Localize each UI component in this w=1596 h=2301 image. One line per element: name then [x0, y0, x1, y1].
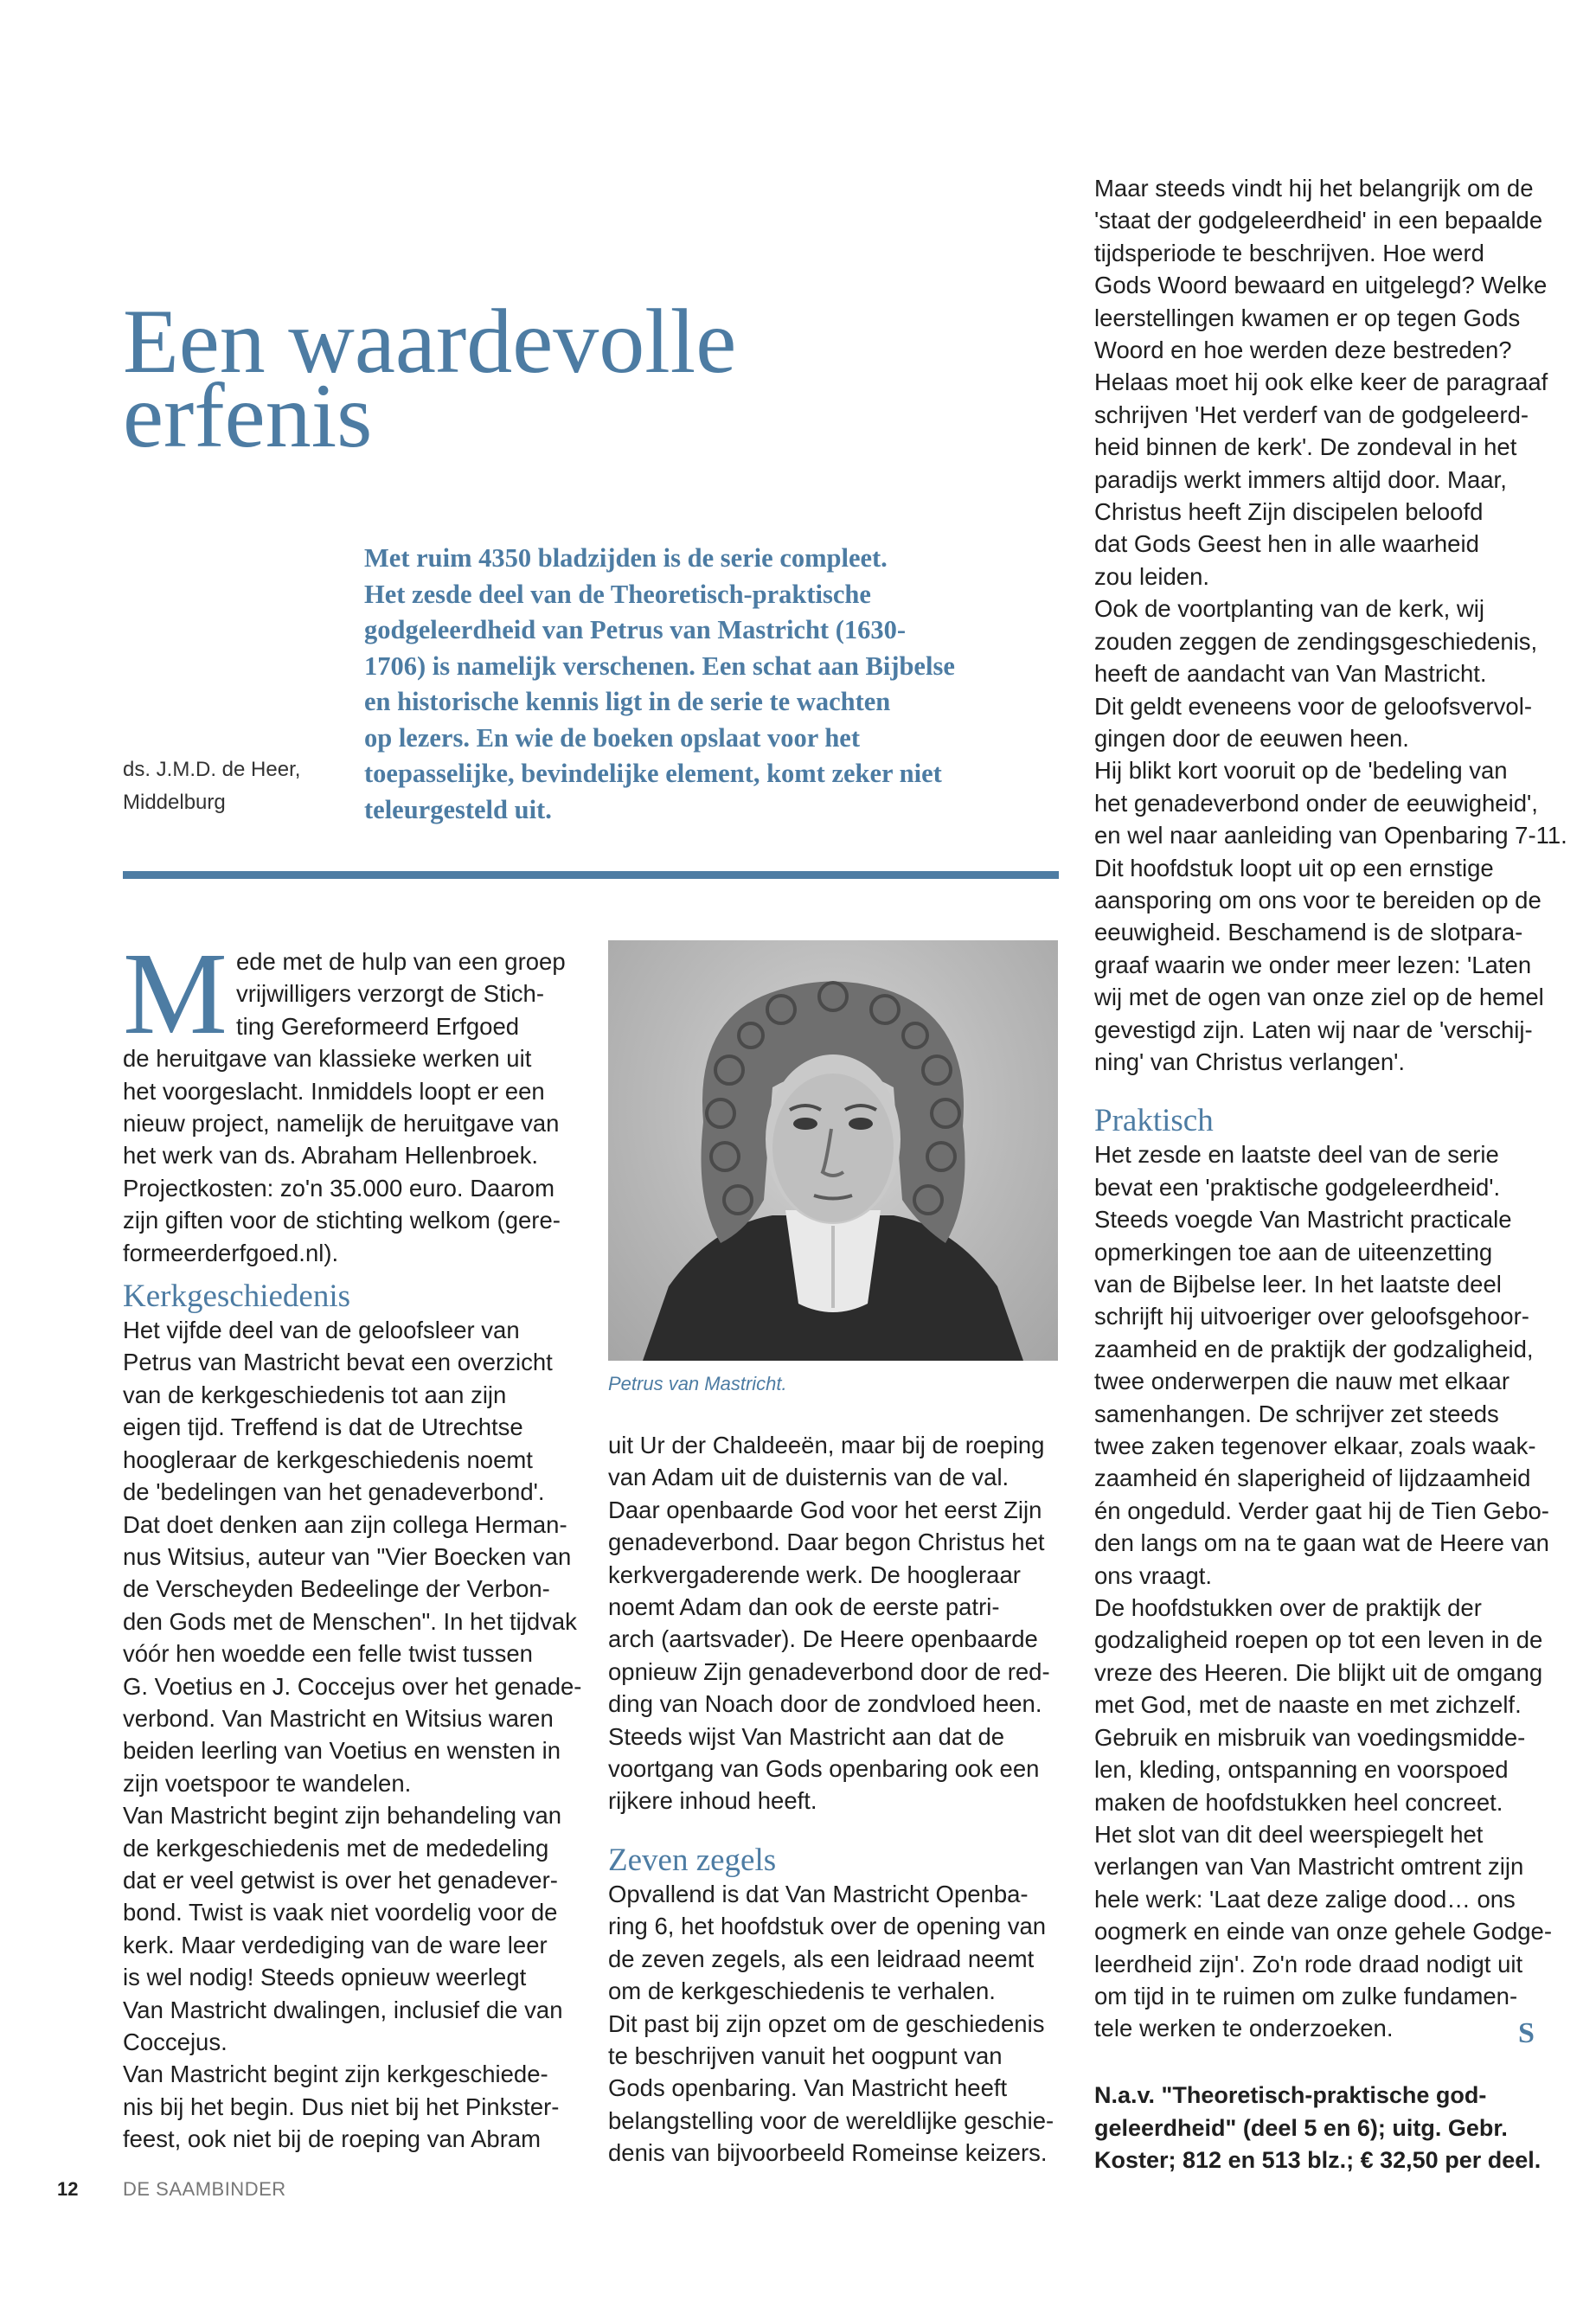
text-line: graaf waarin we onder meer lezen: 'Laten — [1094, 951, 1532, 978]
text-line: van Adam uit de duisternis van de val. — [608, 1464, 1010, 1491]
text-line: de Verscheyden Bedeelinge der Verbon- — [123, 1575, 550, 1603]
text-line: beiden leerling van Voetius en wensten in — [123, 1737, 561, 1765]
text-line: Opvallend is dat Van Mastricht Openba- — [608, 1880, 1029, 1907]
text-line: de zeven zegels, als een leidraad neemt — [608, 1945, 1035, 1972]
paragraph — [608, 2008, 1058, 2170]
text-line: Woord en hoe werden deze bestreden? — [1094, 336, 1512, 364]
author-byline — [123, 753, 330, 819]
text-line: zijn giften voor de stichting welkom (gere- — [123, 1207, 561, 1234]
text-line: den langs om na te gaan wat de Heere van — [1094, 1529, 1549, 1557]
text-line: vreze des Heeren. Die blijkt uit de omgang — [1094, 1658, 1543, 1686]
text-line: Daar openbaarde God voor het eerst Zijn — [608, 1496, 1042, 1523]
paragraph — [1094, 690, 1561, 755]
text-line: het werk van ds. Abraham Hellenbroek. — [123, 1142, 538, 1170]
paragraph — [123, 1314, 582, 1799]
text-line: dat Gods Geest hen in alle waarheid — [1094, 530, 1479, 558]
text-line: Dit geldt eveneens voor de geloofsvervol- — [1094, 692, 1532, 720]
subheading-kerkgeschiedenis: Kerkgeschiedenis — [123, 1279, 351, 1315]
text-line: gevestigd zijn. Laten wij naar de 'verschij- — [1094, 1016, 1533, 1043]
text-line: ting Gereformeerd Erfgoed — [235, 1012, 520, 1040]
text-line: zaamheid én slaperigheid of lijdzaamheid — [1094, 1465, 1531, 1492]
text-line: belangstelling voor de wereldlijke geschie- — [608, 2106, 1054, 2134]
photo-caption: Petrus van Mastricht. — [608, 1373, 787, 1394]
text-line: genadeverbond. Daar begon Christus het — [608, 1529, 1045, 1556]
text-line: zouden zeggen de zendingsgeschiedenis, — [1094, 627, 1538, 655]
text-line: De hoofdstukken over de praktijk der — [1094, 1594, 1482, 1622]
intro-paragraph — [123, 929, 573, 1269]
text-line: is wel nodig! Steeds opnieuw weerlegt — [123, 1964, 527, 1991]
text-line: tijdsperiode te beschrijven. Hoe werd — [1094, 239, 1484, 266]
text-line: ede met de hulp van een groep — [235, 948, 566, 975]
text-line: tele werken te onderzoeken. — [1094, 2015, 1394, 2042]
title-line-1: Een waardevolle — [123, 291, 737, 392]
text-line: Coccejus. — [123, 2029, 228, 2055]
text-line: twee onderwerpen die nauw met elkaar — [1094, 1368, 1510, 1395]
magazine-name: DE SAAMBINDER — [123, 2178, 286, 2200]
text-line: eeuwigheid. Beschamend is de slotpara- — [1094, 919, 1523, 946]
text-line: heeft de aandacht van Van Mastricht. — [1094, 660, 1487, 688]
text-line: Van Mastricht begint zijn behandeling van — [123, 1802, 562, 1830]
paragraph — [608, 1429, 1058, 1817]
text-line: Steeds wijst Van Mastricht aan dat de — [608, 1722, 1005, 1750]
page-number: 12 — [57, 2178, 79, 2200]
portrait-engraving-icon — [608, 940, 1058, 1361]
text-line: ning' van Christus verlangen'. — [1094, 1048, 1406, 1075]
text-line: kerkvergaderende werk. De hoogleraar — [608, 1561, 1021, 1588]
reference-line: N.a.v. "Theoretisch-praktische god- — [1094, 2082, 1487, 2108]
text-line: de kerkgeschiedenis met de mededeling — [123, 1834, 549, 1862]
text-line: Dit past bij zijn opzet om de geschiedenis — [608, 2009, 1045, 2037]
lead-line: teleurgesteld uit. — [364, 794, 552, 824]
author-name: ds. J.M.D. de Heer, — [123, 758, 301, 781]
subheading-praktisch: Praktisch — [1094, 1103, 1214, 1139]
lead-line: toepasselijke, bevindelijke element, komt zeker niet — [364, 759, 942, 788]
paragraph — [1094, 754, 1567, 1078]
paragraph — [1094, 1138, 1561, 1592]
paragraph — [1094, 172, 1561, 593]
text-line: denis van bijvoorbeeld Romeinse keizers. — [608, 2139, 1048, 2167]
text-line: Dat doet denken aan zijn collega Herman- — [123, 1510, 567, 1538]
text-line: heid binnen de kerk'. De zondeval in het — [1094, 433, 1517, 461]
lead-line: Met ruim 4350 bladzijden is de serie compleet. — [364, 543, 888, 573]
lead-line: godgeleerdheid van Petrus van Mastricht (1630- — [364, 615, 907, 644]
text-line: vóór hen woedde een felle twist tussen — [123, 1640, 533, 1668]
book-reference — [1094, 2080, 1579, 2177]
text-line: G. Voetius en J. Coccejus over het genade- — [123, 1672, 582, 1700]
text-line: nieuw project, namelijk de heruitgave van — [123, 1110, 560, 1138]
text-line: gingen door de eeuwen heen. — [1094, 724, 1409, 752]
text-line: Helaas moet hij ook elke keer de paragraaf — [1094, 369, 1548, 396]
portrait-photo — [608, 940, 1058, 1361]
column-3 — [1094, 172, 1567, 2045]
text-line: Gods openbaring. Van Mastricht heeft — [608, 2074, 1008, 2102]
text-line: opmerkingen toe aan de uiteenzetting — [1094, 1238, 1493, 1266]
reference-line: geleerdheid" (deel 5 en 6); uitg. Gebr. — [1094, 2114, 1508, 2141]
text-line: en wel naar aanleiding van Openbaring 7-11. — [1094, 822, 1567, 849]
text-line: Dit hoofdstuk loopt uit op een ernstige — [1094, 854, 1494, 881]
text-line: aansporing om ons voor te bereiden op de — [1094, 886, 1542, 913]
text-line: verlangen van Van Mastricht omtrent zijn — [1094, 1853, 1524, 1881]
text-line: van de Bijbelse leer. In het laatste deel — [1094, 1271, 1502, 1298]
text-line: oogmerk en einde van onze gehele Godge- — [1094, 1918, 1552, 1945]
text-line: van de kerkgeschiedenis tot aan zijn — [123, 1381, 507, 1408]
text-line: Ook de voortplanting van de kerk, wij — [1094, 595, 1484, 623]
lead-line: op lezers. En wie de boeken opslaat voor het — [364, 722, 860, 753]
text-line: vrijwilligers verzorgt de Stich- — [235, 980, 545, 1008]
text-line: hoogleraar de kerkgeschiedenis noemt — [123, 1445, 533, 1473]
text-line: rijkere inhoud heeft. — [608, 1787, 817, 1815]
text-line: opnieuw Zijn genadeverbond door de red- — [608, 1657, 1050, 1685]
text-line: 'staat der godgeleerdheid' in een bepaalde — [1094, 207, 1543, 234]
text-line: ons vraagt. — [1094, 1561, 1213, 1589]
text-line: len, kleding, ontspanning en voorspoed — [1094, 1756, 1509, 1784]
reference-line: Koster; 812 en 513 blz.; € 32,50 per deel. — [1094, 2147, 1542, 2173]
text-line: hele werk: 'Laat deze zalige dood… ons — [1094, 1885, 1516, 1913]
paragraph — [123, 1799, 573, 2058]
text-line: nus Witsius, auteur van "Vier Boecken van — [123, 1542, 572, 1570]
lead-line: en historische kennis ligt in de serie te wachten — [364, 687, 891, 716]
text-line: formeerderfgoed.nl). — [123, 1239, 339, 1266]
text-line: Maar steeds vindt hij het belangrijk om de — [1094, 175, 1534, 202]
text-line: Het zesde en laatste deel van de serie — [1094, 1141, 1499, 1169]
text-line: Het vijfde deel van de geloofsleer van — [123, 1317, 520, 1344]
paragraph — [123, 2058, 573, 2155]
text-line: Gebruik en misbruik van voedingsmidde- — [1094, 1723, 1526, 1751]
text-line: maken de hoofdstukken heel concreet. — [1094, 1788, 1503, 1816]
text-line: zou leiden. — [1094, 562, 1210, 590]
text-line: bond. Twist is vaak niet voordelig voor de — [123, 1899, 558, 1926]
text-line: Van Mastricht dwalingen, inclusief die van — [123, 1996, 563, 2023]
text-line: ding van Noach door de zondvloed heen. — [608, 1690, 1042, 1718]
text-line: én ongeduld. Verder gaat hij de Tien Gebo- — [1094, 1497, 1549, 1524]
text-line: het genadeverbond onder de eeuwigheid', — [1094, 789, 1538, 817]
text-line: Gods Woord bewaard en uitgelegd? Welke — [1094, 272, 1548, 299]
column-2 — [608, 1429, 1058, 2170]
text-line: ring 6, het hoofdstuk over de opening van — [608, 1913, 1047, 1940]
text-line: zijn voetspoor te wandelen. — [123, 1769, 412, 1797]
text-line: Het slot van dit deel weerspiegelt het — [1094, 1820, 1484, 1848]
text-line: Steeds voegde Van Mastricht practicale — [1094, 1206, 1512, 1234]
text-line: schrijven 'Het verderf van de godgeleerd- — [1094, 401, 1529, 428]
text-line: uit Ur der Chaldeeën, maar bij de roeping — [608, 1432, 1045, 1458]
drop-cap: M — [123, 929, 228, 1059]
paragraph — [608, 1878, 1058, 2008]
text-line: Hij blikt kort vooruit op de 'bedeling van — [1094, 757, 1508, 785]
text-line: het voorgeslacht. Inmiddels loopt er een — [123, 1077, 545, 1105]
text-line: arch (aartsvader). De Heere openbaarde — [608, 1625, 1038, 1653]
column-1 — [123, 929, 582, 2156]
text-line: verbond. Van Mastricht en Witsius waren — [123, 1704, 554, 1732]
text-line: twee zaken tegenover elkaar, zoals waak- — [1094, 1433, 1536, 1460]
title-line-2: erfenis — [123, 365, 373, 466]
text-line: kerk. Maar verdediging van de ware leer — [123, 1931, 548, 1958]
text-line: om de kerkgeschiedenis te verhalen. — [608, 1977, 996, 2005]
author-location: Middelburg — [123, 791, 226, 814]
text-line: Christus heeft Zijn discipelen beloofd — [1094, 498, 1484, 526]
text-line: den Gods met de Menschen". In het tijdvak — [123, 1607, 577, 1635]
paragraph — [1094, 1592, 1561, 2045]
text-line: nis bij het begin. Dus niet bij het Pinkster- — [123, 2093, 560, 2120]
text-line: wij met de ogen van onze ziel op de hemel — [1094, 984, 1544, 1011]
text-line: om tijd in te ruimen om zulke fundamen- — [1094, 1982, 1518, 2009]
text-line: zaamheid en de praktijk der godzaligheid, — [1094, 1335, 1534, 1362]
text-line: dat er veel getwist is over het genadever- — [123, 1866, 558, 1894]
text-line: Projectkosten: zo'n 35.000 euro. Daarom — [123, 1174, 555, 1202]
text-line: Petrus van Mastricht bevat een overzicht — [123, 1349, 553, 1376]
end-of-article-icon: S — [1518, 2017, 1535, 2049]
text-line: te beschrijven vanuit het oogpunt van — [608, 2041, 1003, 2069]
text-line: godzaligheid roepen op tot een leven in de — [1094, 1626, 1543, 1654]
text-line: eigen tijd. Treffend is dat de Utrechtse — [123, 1413, 523, 1441]
text-line: leerdheid zijn'. Zo'n rode draad nodigt uit — [1094, 1950, 1523, 1977]
section-divider — [123, 871, 1059, 879]
article-title — [123, 291, 1014, 466]
text-line: schrijft hij uitvoeriger over geloofsgehoor- — [1094, 1303, 1529, 1330]
text-line: voortgang van Gods openbaring ook een — [608, 1755, 1040, 1783]
text-line: leerstellingen kwamen er op tegen Gods — [1094, 304, 1521, 331]
text-line: met God, met de naaste en met zichzelf. — [1094, 1691, 1522, 1719]
lead-paragraph — [364, 541, 1048, 828]
text-line: de heruitgave van klassieke werken uit — [123, 1045, 532, 1073]
lead-line: Het zesde deel van de Theoretisch-praktische — [364, 579, 871, 609]
text-line: samenhangen. De schrijver zet steeds — [1094, 1400, 1499, 1427]
text-line: bevat een 'praktische godgeleerdheid'. — [1094, 1173, 1501, 1201]
text-line: Van Mastricht begint zijn kerkgeschiede- — [123, 2061, 548, 2088]
text-line: de 'bedelingen van het genadeverbond'. — [123, 1478, 545, 1506]
text-line: paradijs werkt immers altijd door. Maar, — [1094, 465, 1507, 493]
lead-line: 1706) is namelijk verschenen. Een schat aan Bijbelse — [364, 651, 955, 681]
paragraph — [1094, 593, 1561, 689]
text-line: feest, ook niet bij de roeping van Abram — [123, 2125, 542, 2153]
subheading-zeven-zegels: Zeven zegels — [608, 1842, 777, 1878]
text-line: noemt Adam dan ook de eerste patri- — [608, 1593, 1000, 1621]
